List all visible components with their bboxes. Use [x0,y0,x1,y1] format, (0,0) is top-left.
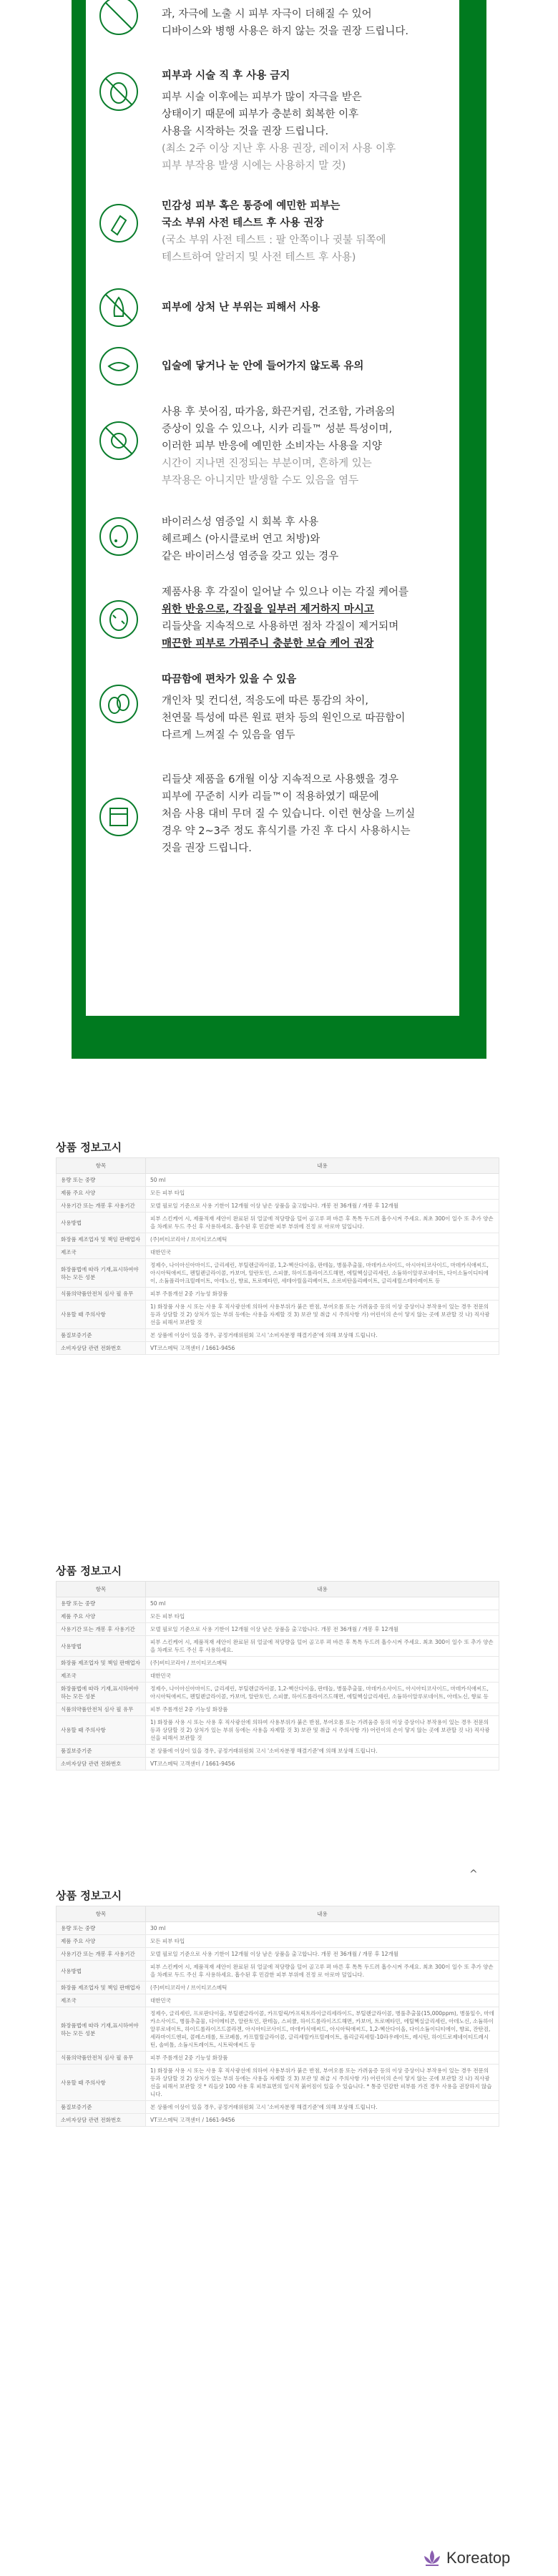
row-value: 피부 스킨케어 시, 제품적재 세안이 완료된 뒤 얼굴에 적당량을 덜어 골고루 펴 바른 후 톡톡 두드려 흡수시켜 주세요. 최초 300이 일수 또 추가 양손을 차례로 두드 주신 후 사용하세요. [146,1636,499,1657]
patch-test-icon [99,203,139,243]
row-key: 소비자상담 관련 전화번호 [57,1758,146,1771]
row-value: 피부 주름개선 2중 기능성 화장품 [146,1288,499,1301]
row-value: (주)비티코리아 / 브이티코스메틱 [146,1982,499,1994]
table-row [57,1670,499,1683]
caution-item [86,346,459,389]
row-key: 사용기간 또는 개봉 후 사용기간 [57,1623,146,1636]
table-row [57,1935,499,1948]
row-key: 품질보증기준 [57,1329,146,1342]
table-row [57,1301,499,1329]
caution-line: 헤르페스 (아시클로버 연고 처방)와 [162,534,320,545]
product-info-table-1 [56,1137,499,1355]
virus-face-icon [99,516,139,557]
row-value: 피부 스킨케어 시, 제품적재 세안이 완료된 뒤 얼굴에 적당량을 덜어 골고루 펴 바른 후 톡톡 두드려 흡수시켜 주세요. 최초 300이 일수 또 추가 양손을 차례로 두드 주신 후 사용하세요. 흡수된 후 민감한 피부 부위에 진정 로 아로마 덮입니다. [146,1213,499,1233]
row-value: (주)비티코리아 / 브이티코스메틱 [146,1233,499,1246]
six-month-icon [99,797,139,837]
table-row [57,2007,499,2052]
caution-line: 증상이 있을 수 있으나, 시카 리들™ 성분 특성이며, [162,423,393,435]
caution-title: 민감성 피부 혹은 통증에 예민한 피부는 [162,200,341,212]
caution-item [86,514,459,571]
row-key: 사용기간 또는 개봉 후 사용기간 [57,1200,146,1213]
caution-line: 상태이기 때문에 피부가 충분히 회복한 이후 [162,109,359,120]
caution-title: 피부에 상처 난 부위는 피해서 사용 [162,302,320,313]
brand-name: Koreatop [446,2549,511,2567]
row-value: 대한민국 [146,1994,499,2007]
lotus-icon [422,2549,442,2567]
row-key: 용량 또는 중량 [57,1922,146,1935]
col-header-key: 항목 [57,1582,146,1597]
caution-title: 따끔함에 편차가 있을 수 있음 [162,674,297,685]
row-key: 제조국 [57,1246,146,1259]
caution-item [86,671,459,748]
row-value: 50 ml [146,1174,499,1187]
row-value: 1) 화장품 사용 시 또는 사용 후 직사광선에 의하여 사용부위가 붉은 반점, 부어오름 또는 가려움증 등의 이상 증상이나 부작용이 있는 경우 전문의 등과 상담할 것 2) 상처가 있는 부위 등에는 사용을 자제할 것 3) 보관 및 취급 시 주의사항 가) 어린이의 손이 닿지 않는 곳에 보관할 것 나) 직사광선을 피해서 보관할 것 * 리들샷 100 사용 후 피부표면의 일시적 붉어짐이 있을 수 있습니다. * 통증 민감한 피부를 가진 경우 사용을 권장하지 않습니다. [146,2065,499,2101]
table-row [57,1623,499,1636]
row-key: 화장품법에 따라 기재,표시하여야 하는 모든 성분 [57,1259,146,1288]
row-key: 용량 또는 중량 [57,1597,146,1610]
caution-title-2: 국소 부위 사전 테스트 후 사용 권장 [162,217,324,229]
table-row [57,1683,499,1703]
table-row [57,2114,499,2127]
table-row [57,1610,499,1623]
caution-line: 사용 후 붓어짐, 따가움, 화끈거림, 건조함, 가려움의 [162,406,396,418]
row-key: 소비자상담 관련 전화번호 [57,1342,146,1355]
table-row [57,1982,499,1994]
caution-item [86,584,459,658]
caution-panel [86,0,459,1016]
row-value: VT코스메틱 고객센터 / 1661-9456 [146,1342,499,1355]
table-row [57,1657,499,1670]
caution-sub: 시간이 지나면 진정되는 부분이며, 흔하게 있는 [162,458,372,469]
caution-item [86,6,459,52]
table-row [57,1922,499,1935]
table-row [57,1342,499,1355]
row-value: VT코스메틱 고객센터 / 1661-9456 [146,1758,499,1771]
row-key: 사용기간 또는 개봉 후 사용기간 [57,1948,146,1961]
caution-sub: 피부 부작용 발생 시에는 사용하지 말 것) [162,160,346,172]
product-info-table-3 [56,1886,499,2127]
row-value: 피부 주름개선 2중 기능성 화장품 [146,2052,499,2065]
row-key: 식품의약품안전처 심사 필 유무 [57,1288,146,1301]
row-value: 정제수, 글리세린, 프로판다이올, 부틸렌글라이콜, 카프릴릭/카프릭트라이글리세라이드, 부틸렌글라이콜, 병풀추출물(15,000ppm), 병풀잎수, 마데카소사이드, 병풀추출물, 다이메티콘, 알란토인, 판테놀, 스피큘, 하이드롤라이즈드해면, 카보머, 트로메타민, 에틸헥실글리세린, 아데노신, 소듐하이알루로네이트, 하이드롤라이즈드콜라겐, 아시아티코사이드, 마데카식애씨드, 아시아틱애씨드, 1,2-헥산다이올, 다이소듐이디티에이, 향료, 잔탄검, 세라마이드엔피, 콜레스테롤, 토코페롤, 카프릴릴글라이콜, 글리세릴카프릴레이트, 폴리글리세릴-10라우레이트, 레시틴, 하이드로제네이티드레시틴, 솔비톨, 소듐시트레이트, 시트릭애씨드 등 [146,2007,499,2052]
row-key: 소비자상담 관련 전화번호 [57,2114,146,2127]
table-row [57,1636,499,1657]
row-key: 용량 또는 중량 [57,1174,146,1187]
table-row [57,2101,499,2114]
caution-line: 사용을 시작하는 것을 권장 드립니다. [162,126,329,137]
caution-sub: 테스트하여 알러지 및 사전 테스트 후 사용) [162,252,356,263]
info-table-title: 상품 정보고시 [56,1564,122,1577]
row-key: 화장품 제조업자 및 책임 판매업자 [57,1657,146,1670]
row-value: 본 상품에 이상이 있을 경우, 공정거래위원회 고시 '소비자분쟁 해결기준'에 의해 보상해 드립니다. [146,1329,499,1342]
caution-line: 제품사용 후 각질이 일어날 수 있으나 이는 각질 케어를 [162,587,409,598]
row-value: 모델 필로일 기준으로 사용 기한이 12개월 이상 남은 상품을 출고합니다. 개봉 전 36개월 / 개봉 후 12개월 [146,1948,499,1961]
row-key: 제조국 [57,1670,146,1683]
row-value: 피부 스킨케어 시, 제품적재 세안이 완료된 뒤 얼굴에 적당량을 덜어 골고루 펴 바른 후 톡톡 두드려 흡수시켜 주세요. 최초 300이 일수 또 추가 양손을 차례로 두드 주신 후 사용하세요. 흡수된 후 민감한 피부 부위에 진정 로 아로마 덮입니다. [146,1961,499,1982]
caution-line: 개인차 및 컨디션, 적응도에 따른 통감의 차이, [162,695,368,707]
caution-line-emphasis: 매끈한 피부로 가꿔주니 충분한 보습 케어 권장 [162,638,374,650]
caution-item [86,771,459,864]
caution-sub: (최소 2주 이상 지난 후 사용 권장, 레이저 사용 이후 [162,143,396,155]
row-key: 사용방법 [57,1213,146,1233]
row-key: 품질보증기준 [57,2101,146,2114]
caution-line-emphasis: 위한 반응으로, 각질을 일부러 제거하지 마시고 [162,604,374,615]
caution-line: 리들샷 제품을 6개월 이상 지속적으로 사용했을 경우 [162,774,399,785]
table-row [57,1994,499,2007]
difference-face-icon [99,684,139,724]
caution-line: 천연물 특성에 따른 원료 편차 등의 원인으로 따끔함이 [162,712,406,724]
caution-line: 피부 시술 이후에는 피부가 많이 자극을 받은 [162,92,362,103]
avoid-mouth-icon [99,346,139,386]
row-value: 대한민국 [146,1670,499,1683]
row-value: 대한민국 [146,1246,499,1259]
caution-line: 다르게 느껴질 수 있음을 염두 [162,730,295,741]
no-inflamed-skin-icon [99,0,139,36]
caution-item [86,288,459,330]
caution-line: 바이러스성 염증일 시 회복 후 사용 [162,516,319,528]
col-header-value: 내용 [146,1906,499,1922]
row-value: 모든 피부 타입 [146,1935,499,1948]
row-key: 제품 주요 사양 [57,1187,146,1200]
table-row [57,1597,499,1610]
row-value: 본 상품에 이상이 있을 경우, 공정거래위원회 고시 '소비자분쟁 해결기준'에 의해 보상해 드립니다. [146,2101,499,2114]
caution-title: 입술에 닿거나 눈 안에 들어가지 않도록 유의 [162,361,364,372]
col-header-value: 내용 [146,1158,499,1174]
table-row [57,1174,499,1187]
table-row [57,1187,499,1200]
brand-logo [422,2547,510,2570]
row-key: 화장품 제조업자 및 책임 판매업자 [57,1233,146,1246]
caution-sub: (국소 부위 사전 테스트 : 팔 안쪽이나 귓불 뒤쪽에 [162,235,386,246]
table-row [57,2052,499,2065]
row-value: 모델 필로일 기준으로 사용 기한이 12개월 이상 남은 상품을 출고합니다. 개봉 전 36개월 / 개봉 후 12개월 [146,1623,499,1636]
col-header-key: 항목 [57,1906,146,1922]
row-value: 50 ml [146,1597,499,1610]
table-row [57,1329,499,1342]
stop-irritation-icon [99,421,139,461]
table-row [57,1703,499,1716]
table-row [57,1758,499,1771]
row-key: 식품의약품안전처 심사 필 유무 [57,2052,146,2065]
row-key: 제품 주요 사양 [57,1610,146,1623]
row-value: 1) 화장품 사용 시 또는 사용 후 직사광선에 의하여 사용부위가 붉은 반점, 부어오름 또는 가려움증 등의 이상 증상이나 부작용이 있는 경우 전문의 등과 상담할 것 2) 상처가 있는 부위 등에는 사용을 자제할 것 3) 보관 및 취급 시 주의사항 가) 어린이의 손이 닿지 않는 곳에 보관할 것 나) 직사광선을 피해서 보관할 것 [146,1716,499,1745]
table-row [57,1233,499,1246]
table-row [57,1745,499,1758]
table-row [57,1259,499,1288]
table-row [57,1948,499,1961]
row-value: (주)비티코리아 / 브이티코스메틱 [146,1657,499,1670]
row-value: 모델 필로일 기준으로 사용 기한이 12개월 이상 남은 상품을 출고합니다. 개봉 전 36개월 / 개봉 후 12개월 [146,1200,499,1213]
row-value: 1) 화장품 사용 시 또는 사용 후 직사광선에 의하여 사용부위가 붉은 반점, 부어오름 또는 가려움증 등의 이상 증상이나 부작용이 있는 경우 전문의 등과 상담할 것 2) 상처가 있는 부위 등에는 사용을 자제할 것 3) 보관 및 취급 시 주의사항 가) 어린이의 손이 닿지 않는 곳에 보관할 것 나) 직사광선을 피해서 보관할 것 [146,1301,499,1329]
no-wounded-skin-icon [99,288,139,328]
row-value: 피부 주름개선 2중 기능성 화장품 [146,1703,499,1716]
table-row [57,1961,499,1982]
table-row [57,1200,499,1213]
row-value: 정제수, 나이아신아마이드, 글리세린, 부틸렌글라이콜, 1,2-헥산다이올, 판테놀, 병풀추출물, 마데카소사이드, 아시아티코사이드, 마데카식애씨드, 아시아틱애씨드, 펜틸렌글라이콜, 카보머, 알란토인, 스피큘, 하이드롤라이즈드해면, 에틸헥실글리세린, 소듐하이알루로네이트, 아데노신, 향료 등 [146,1683,499,1703]
caution-line: 경우 약 2~3주 정도 휴식기를 가진 후 다시 사용하시는 [162,826,411,837]
table-row [57,1246,499,1259]
row-key: 화장품 제조업자 및 책임 판매업자 [57,1982,146,1994]
row-key: 식품의약품안전처 심사 필 유무 [57,1703,146,1716]
caution-title: 피부과 시술 직 후 사용 금지 [162,70,290,82]
row-value: 모든 피부 타입 [146,1187,499,1200]
row-key: 제조국 [57,1994,146,2007]
row-key: 제품 주요 사양 [57,1935,146,1948]
table-row [57,1213,499,1233]
row-value: 본 상품에 이상이 있을 경우, 공정거래위원회 고시 '소비자분쟁 해결기준'에 의해 보상해 드립니다. [146,1745,499,1758]
row-key: 사용할 때 주의사항 [57,1301,146,1329]
caution-item [86,67,459,182]
row-key: 화장품법에 따라 기재,표시하여야 하는 모든 성분 [57,2007,146,2052]
row-key: 품질보증기준 [57,1745,146,1758]
exfoliation-icon [99,599,139,640]
row-key: 화장품법에 따라 기재,표시하여야 하는 모든 성분 [57,1683,146,1703]
row-key: 사용방법 [57,1636,146,1657]
caution-item [86,197,459,272]
row-key: 사용할 때 주의사항 [57,2065,146,2101]
col-header-value: 내용 [146,1582,499,1597]
row-value: 정제수, 나이아신아마이드, 글리세린, 부틸렌글라이콜, 1,2-헥산다이올, 판테놀, 병풀추출물, 마데카소사이드, 아시아티코사이드, 마데카식애씨드, 아시아틱애씨드, 펜틸렌글라이콜, 카보머, 알란토인, 스피큘, 하이드롤라이즈드해면, 에틸헥실글리세린, 소듐하이알루로네이트, 다이소듐이디티에이, 소듐폴리아크릴레이트, 아데노신, 향료, 트로메타민, 세테아릴올리베이트, 소르비탄올리베이트, 글리세릴스테아레이트 등 [146,1259,499,1288]
row-value: 30 ml [146,1922,499,1935]
table-row [57,1288,499,1301]
caution-line: 것을 권장 드립니다. [162,843,252,854]
info-table-title: 상품 정보고시 [56,1141,122,1154]
no-after-procedure-icon [99,72,139,112]
row-value: VT코스메틱 고객센터 / 1661-9456 [146,2114,499,2127]
row-value: 모든 피부 타입 [146,1610,499,1623]
table-row [57,2065,499,2101]
caution-line: 디바이스와 병행 사용은 하지 않는 것을 권장 드립니다. [162,26,409,37]
caution-sub: 부작용은 아니지만 발생할 수도 있음을 염두 [162,475,359,486]
caution-line: 과, 자극에 노출 시 피부 자극이 더해질 수 있어 [162,9,372,20]
info-table-title: 상품 정보고시 [56,1889,122,1902]
caution-line: 리들샷을 지속적으로 사용하면 점차 각질이 제거되며 [162,621,399,632]
caution-line: 이러한 피부 반응에 예민한 소비자는 사용을 지양 [162,441,382,452]
caution-line: 같은 바이러스성 염증을 갖고 있는 경우 [162,551,339,562]
caution-item [86,403,459,496]
col-header-key: 항목 [57,1158,146,1174]
table-row [57,1716,499,1745]
caution-line: 처음 사용 대비 무뎌 질 수 있습니다. 이런 현상을 느끼실 [162,808,416,820]
row-key: 사용할 때 주의사항 [57,1716,146,1745]
product-info-table-2 [56,1561,499,1771]
chevron-up-icon[interactable]: ^ [469,1869,478,1880]
caution-line: 피부에 꾸준히 시카 리들™이 적용하였기 때문에 [162,791,379,803]
row-key: 사용방법 [57,1961,146,1982]
